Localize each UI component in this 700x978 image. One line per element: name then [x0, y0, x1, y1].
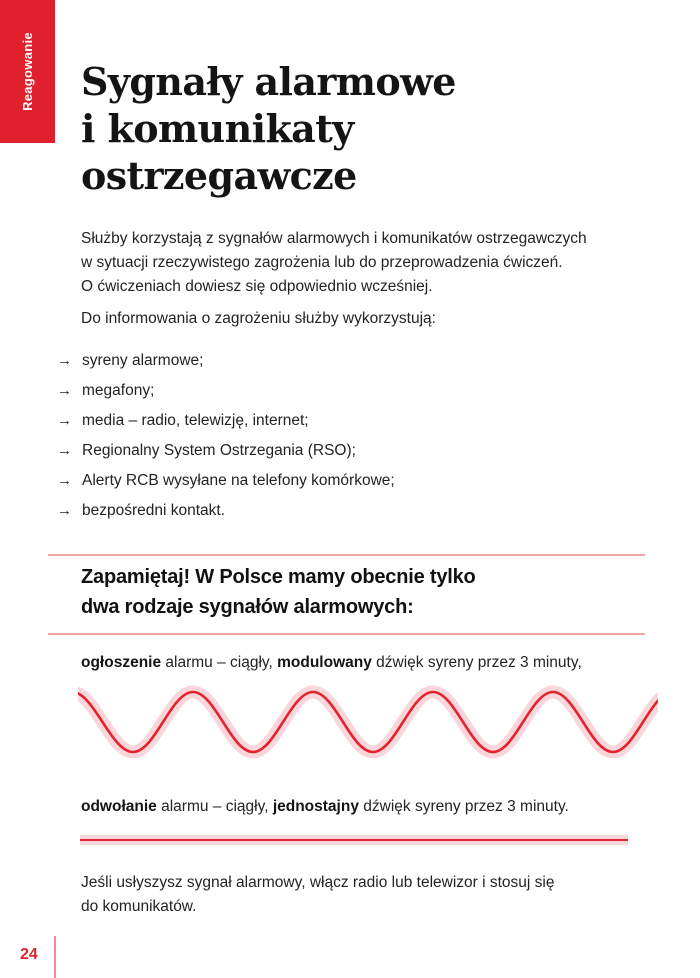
signal-cancel-rest: dźwięk syreny przez 3 minuty. [358, 798, 569, 815]
list-item-label: Alerty RCB wysyłane na telefony komórkowe; [82, 472, 395, 489]
outro-line-2: do komunikatów. [81, 898, 197, 915]
signal-cancel-mid: alarmu – ciągły, [156, 798, 273, 815]
divider-bottom [48, 633, 645, 635]
callout-line-1: Zapamiętaj! W Polsce mamy obecnie tylko [81, 566, 476, 588]
page-title-line-2: i komunikaty [81, 106, 354, 151]
signal-announce-term: ogłoszenie [81, 654, 162, 671]
alert-channels-list [57, 346, 395, 526]
list-item-label: media – radio, telewizję, internet; [82, 412, 309, 429]
page-number: 24 [20, 946, 38, 963]
arrow-right-icon: → [57, 382, 72, 399]
signal-announce-term2: modulowany [277, 654, 372, 671]
arrow-right-icon: → [57, 442, 72, 459]
intro-line-2: w sytuacji rzeczywistego zagrożenia lub do przeprowadzenia ćwiczeń. [81, 254, 563, 271]
arrow-right-icon: → [57, 412, 72, 429]
page-title-line-1: Sygnały alarmowe [81, 59, 456, 104]
list-item-label: megafony; [82, 382, 155, 399]
arrow-right-icon: → [57, 502, 72, 519]
footer-divider [54, 936, 56, 978]
steady-tone-graphic [80, 835, 628, 845]
chapter-tab-label: Reagowanie [20, 32, 36, 111]
signal-cancel-term2: jednostajny [272, 798, 359, 815]
list-item [57, 406, 395, 436]
divider-top [48, 554, 645, 556]
list-item [57, 346, 395, 376]
chapter-tab [0, 0, 55, 143]
signal-cancel-description [81, 795, 569, 819]
arrow-right-icon: → [57, 472, 72, 489]
intro-line-3: O ćwiczeniach dowiesz się odpowiednio wcześniej. [81, 278, 433, 295]
steady-tone-line [80, 839, 628, 842]
intro-line-1: Służby korzystają z sygnałów alarmowych i komunikatów ostrzegawczych [81, 230, 587, 247]
page-title-line-3: ostrzegawcze [81, 153, 357, 198]
list-item [57, 436, 395, 466]
outro-paragraph [81, 871, 554, 919]
arrow-right-icon: → [57, 352, 72, 369]
signal-announce-rest: dźwięk syreny przez 3 minuty, [371, 654, 582, 671]
intro-paragraph [81, 227, 587, 299]
lead-sentence: Do informowania o zagrożeniu służby wykorzystują: [81, 310, 436, 327]
page-title [81, 58, 456, 199]
signal-announce-mid: alarmu – ciągły, [161, 654, 278, 671]
callout-line-2: dwa rodzaje sygnałów alarmowych: [81, 596, 414, 618]
list-item-label: syreny alarmowe; [82, 352, 204, 369]
list-item [57, 466, 395, 496]
sine-wave-icon [78, 684, 658, 760]
signal-cancel-term: odwołanie [81, 798, 157, 815]
list-item-label: Regionalny System Ostrzegania (RSO); [82, 442, 356, 459]
list-item-label: bezpośredni kontakt. [82, 502, 226, 519]
list-item [57, 496, 395, 526]
signal-announce-description [81, 651, 582, 675]
callout-heading [81, 562, 476, 622]
outro-line-1: Jeśli usłyszysz sygnał alarmowy, włącz radio lub telewizor i stosuj się [81, 874, 555, 891]
modulated-wave-graphic [78, 684, 658, 760]
list-item [57, 376, 395, 406]
